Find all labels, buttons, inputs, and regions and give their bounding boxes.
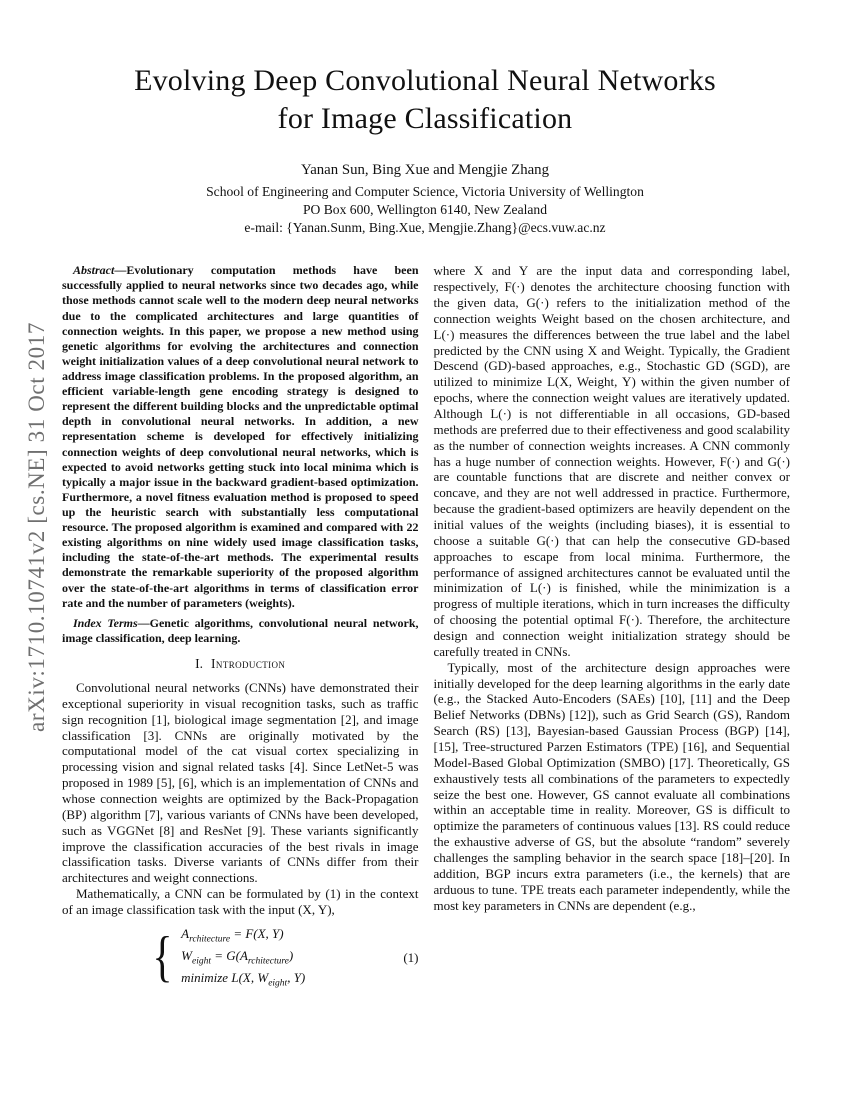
authors-block (0, 161, 850, 237)
equation-line-1 (181, 925, 305, 947)
paper-title-line1: Evolving Deep Convolutional Neural Networks (134, 64, 716, 97)
eq3-minimize: minimize (181, 969, 232, 985)
equation-number: (1) (403, 949, 419, 965)
equation-left-brace: { (152, 926, 173, 989)
equation-lines (181, 925, 305, 991)
affiliation: School of Engineering and Computer Science, Victoria University of Wellington (206, 183, 644, 199)
intro-paragraph-2: Mathematically, a CNN can be formulated by (1) in the context of an image classification task with the input (X, Y), (62, 886, 419, 917)
paper-title (0, 62, 850, 139)
section-title: Introduction (211, 655, 286, 671)
left-column (62, 263, 419, 994)
right-paragraph-1: where X and Y are the input data and corresponding label, respectively, F(·) denotes the architecture choosing function with the given data, G(·) refers to the initialization method of the connection weights Weight based on the chosen architecture, and L(·) measures the differences between the true label and the label predicted by the CNN using X and Weight. Typically, the Gradient Descend (GD)-based approaches, e.g., Stochastic GD (SGD), are utilized to minimize L(X, Weight, Y) within the given number of epochs, where the connection weight values are iteratively updated. Although L(·) is not differentiable in all occasions, GD-based methods are preferred due to their effectiveness and good scalability as the number of connection weights increases. A CNN commonly has a huge number of connection weights. However, F(·) and G(·) are countable functions that are discrete and neither convex or concave, and they are not well addressed in practice. Furthermore, because the gradient-based optimizers are heavily dependent on the initial values of the weights (including biases), it is essential to choose a suitable G(·) that can help the consecutive GD-based approaches to escape from local minima. Furthermore, the performance of assigned architectures cannot be evaluated until the minimization of L(·) is finished, while the minimization is a progress of multiple iterations, which in turn increases the difficulty of choosing the potential optimal F(·). Therefore, the architecture design and connection weight initialization strategy should be carefully treated in CNNs. (433, 263, 790, 659)
index-terms (62, 616, 419, 646)
equation-line-2 (181, 947, 305, 969)
eq2-close: ) (288, 947, 294, 963)
index-terms-lead: Index Terms (73, 615, 138, 630)
index-terms-text: —Genetic algorithms, convolutional neural network, image classification, deep learning. (62, 615, 419, 645)
eq2-var: W (181, 947, 192, 963)
eq2-subscript-1: eight (191, 956, 211, 967)
authors-names: Yanan Sun, Bing Xue and Mengjie Zhang (301, 161, 549, 178)
address: PO Box 600, Wellington 6140, New Zealand (302, 201, 548, 217)
eq3-subscript: eight (268, 978, 288, 989)
email: e-mail: {Yanan.Sunm, Bing.Xue, Mengjie.Zhang}@ecs.vuw.ac.nz (244, 220, 606, 235)
eq1-rhs: = F(X, Y) (230, 925, 284, 941)
arxiv-watermark: arXiv:1710.10741v2 [cs.NE] 31 Oct 2017 (24, 322, 49, 732)
intro-paragraph-1: Convolutional neural networks (CNNs) have demonstrated their exceptional superiority in visual recognition tasks, such as traffic sign recognition [1], biological image segmentation [2], and image classification [3]. CNNs are originally motivated by the computational model of the cat visual cortex specializing in processing vision and signal related tasks [4]. Since LetNet-5 was proposed in 1989 [5], [6], which is an implementation of CNNs and whose connection weights are optimized by the Back-Propagation (BP) algorithm [7], various variants of CNNs have been developed, such as VGGNet [8] and ResNet [9]. These variants significantly improve the classification accuracies of the best rivals in image classification tasks. Diverse variants of CNNs differ from their architectures and weight connections. (62, 679, 419, 886)
eq1-subscript: rchitecture (189, 934, 231, 945)
abstract-lead: Abstract (73, 263, 115, 278)
abstract-text: —Evolutionary computation methods have been successfully applied to neural networks since two decades ago, while those methods cannot scale well to the modern deep neural networks due to the complicated architectures and large quantities of connection weights. In this paper, we propose a new method using genetic algorithms for evolving the architectures and connection weight initialization values of a deep convolutional neural network to address image classification problems. In the proposed algorithm, an efficient variable-length gene encoding strategy is designed to represent the different building blocks and the unpredictable optimal depth in convolutional neural networks. In addition, a new representation scheme is developed for effectively initializing connection weights of deep convolutional neural networks, which is expected to avoid networks getting stuck into local minima which is typically a major issue in the backward gradient-based optimization. Furthermore, a novel fitness evaluation method is proposed to speed up the heuristic search with substantially less computational resource. The proposed algorithm is examined and compared with 22 existing algorithms on nine widely used image classification tasks, including the state-of-the-art methods. The experimental results demonstrate the remarkable superiority of the proposed algorithm over the state-of-the-art algorithms in terms of classification error rate and the number of parameters (weights). (62, 263, 419, 610)
eq2-mid: = G(A (210, 947, 248, 963)
abstract (62, 263, 419, 611)
right-column (434, 263, 791, 994)
eq3-tail: , Y) (287, 969, 306, 985)
right-paragraph-2: Typically, most of the architecture design approaches were initially developed for the deep learning algorithms in the early date (e.g., the Stacked Auto-Encoders (SAEs) [10], [11] and the Deep Belief Networks (DBNs) [12]), such as Grid Search (GS), Random Search (RS) [13], Bayesian-based Gaussian Process (BGP) [14], [15], Tree-structured Parzen Estimators (TPE) [16], and Sequential Model-Based Global Optimization (SMBO) [17]. Theoretically, GS exhaustively tests all combinations of the parameters to expectedly seize the best one. However, GS cannot evaluate all combinations within an acceptable time in reality. Moreover, GS is difficult to optimize the parameters of continuous values [13]. RS could reduce the exhaustive adverse of GS, but the absolute “random” severely challenges the sampling behavior in the search space [18]–[20]. In addition, BGP incurs extra parameters (i.e., the kernels) that are arduous to tune. TPE treats each parameter independently, while the most key parameters in CNNs are dependent (e.g., (433, 659, 790, 913)
paper-title-line2: for Image Classification (277, 102, 573, 136)
eq1-var: A (181, 925, 190, 941)
eq3-loss: L(X, W (231, 969, 269, 985)
title-block (0, 0, 850, 237)
equation-line-3 (181, 969, 305, 991)
section-heading-introduction (62, 656, 419, 672)
two-column-body (62, 263, 790, 994)
eq2-subscript-2: rchitecture (247, 956, 289, 967)
equation-1 (62, 925, 419, 991)
section-number: I. (195, 655, 204, 671)
